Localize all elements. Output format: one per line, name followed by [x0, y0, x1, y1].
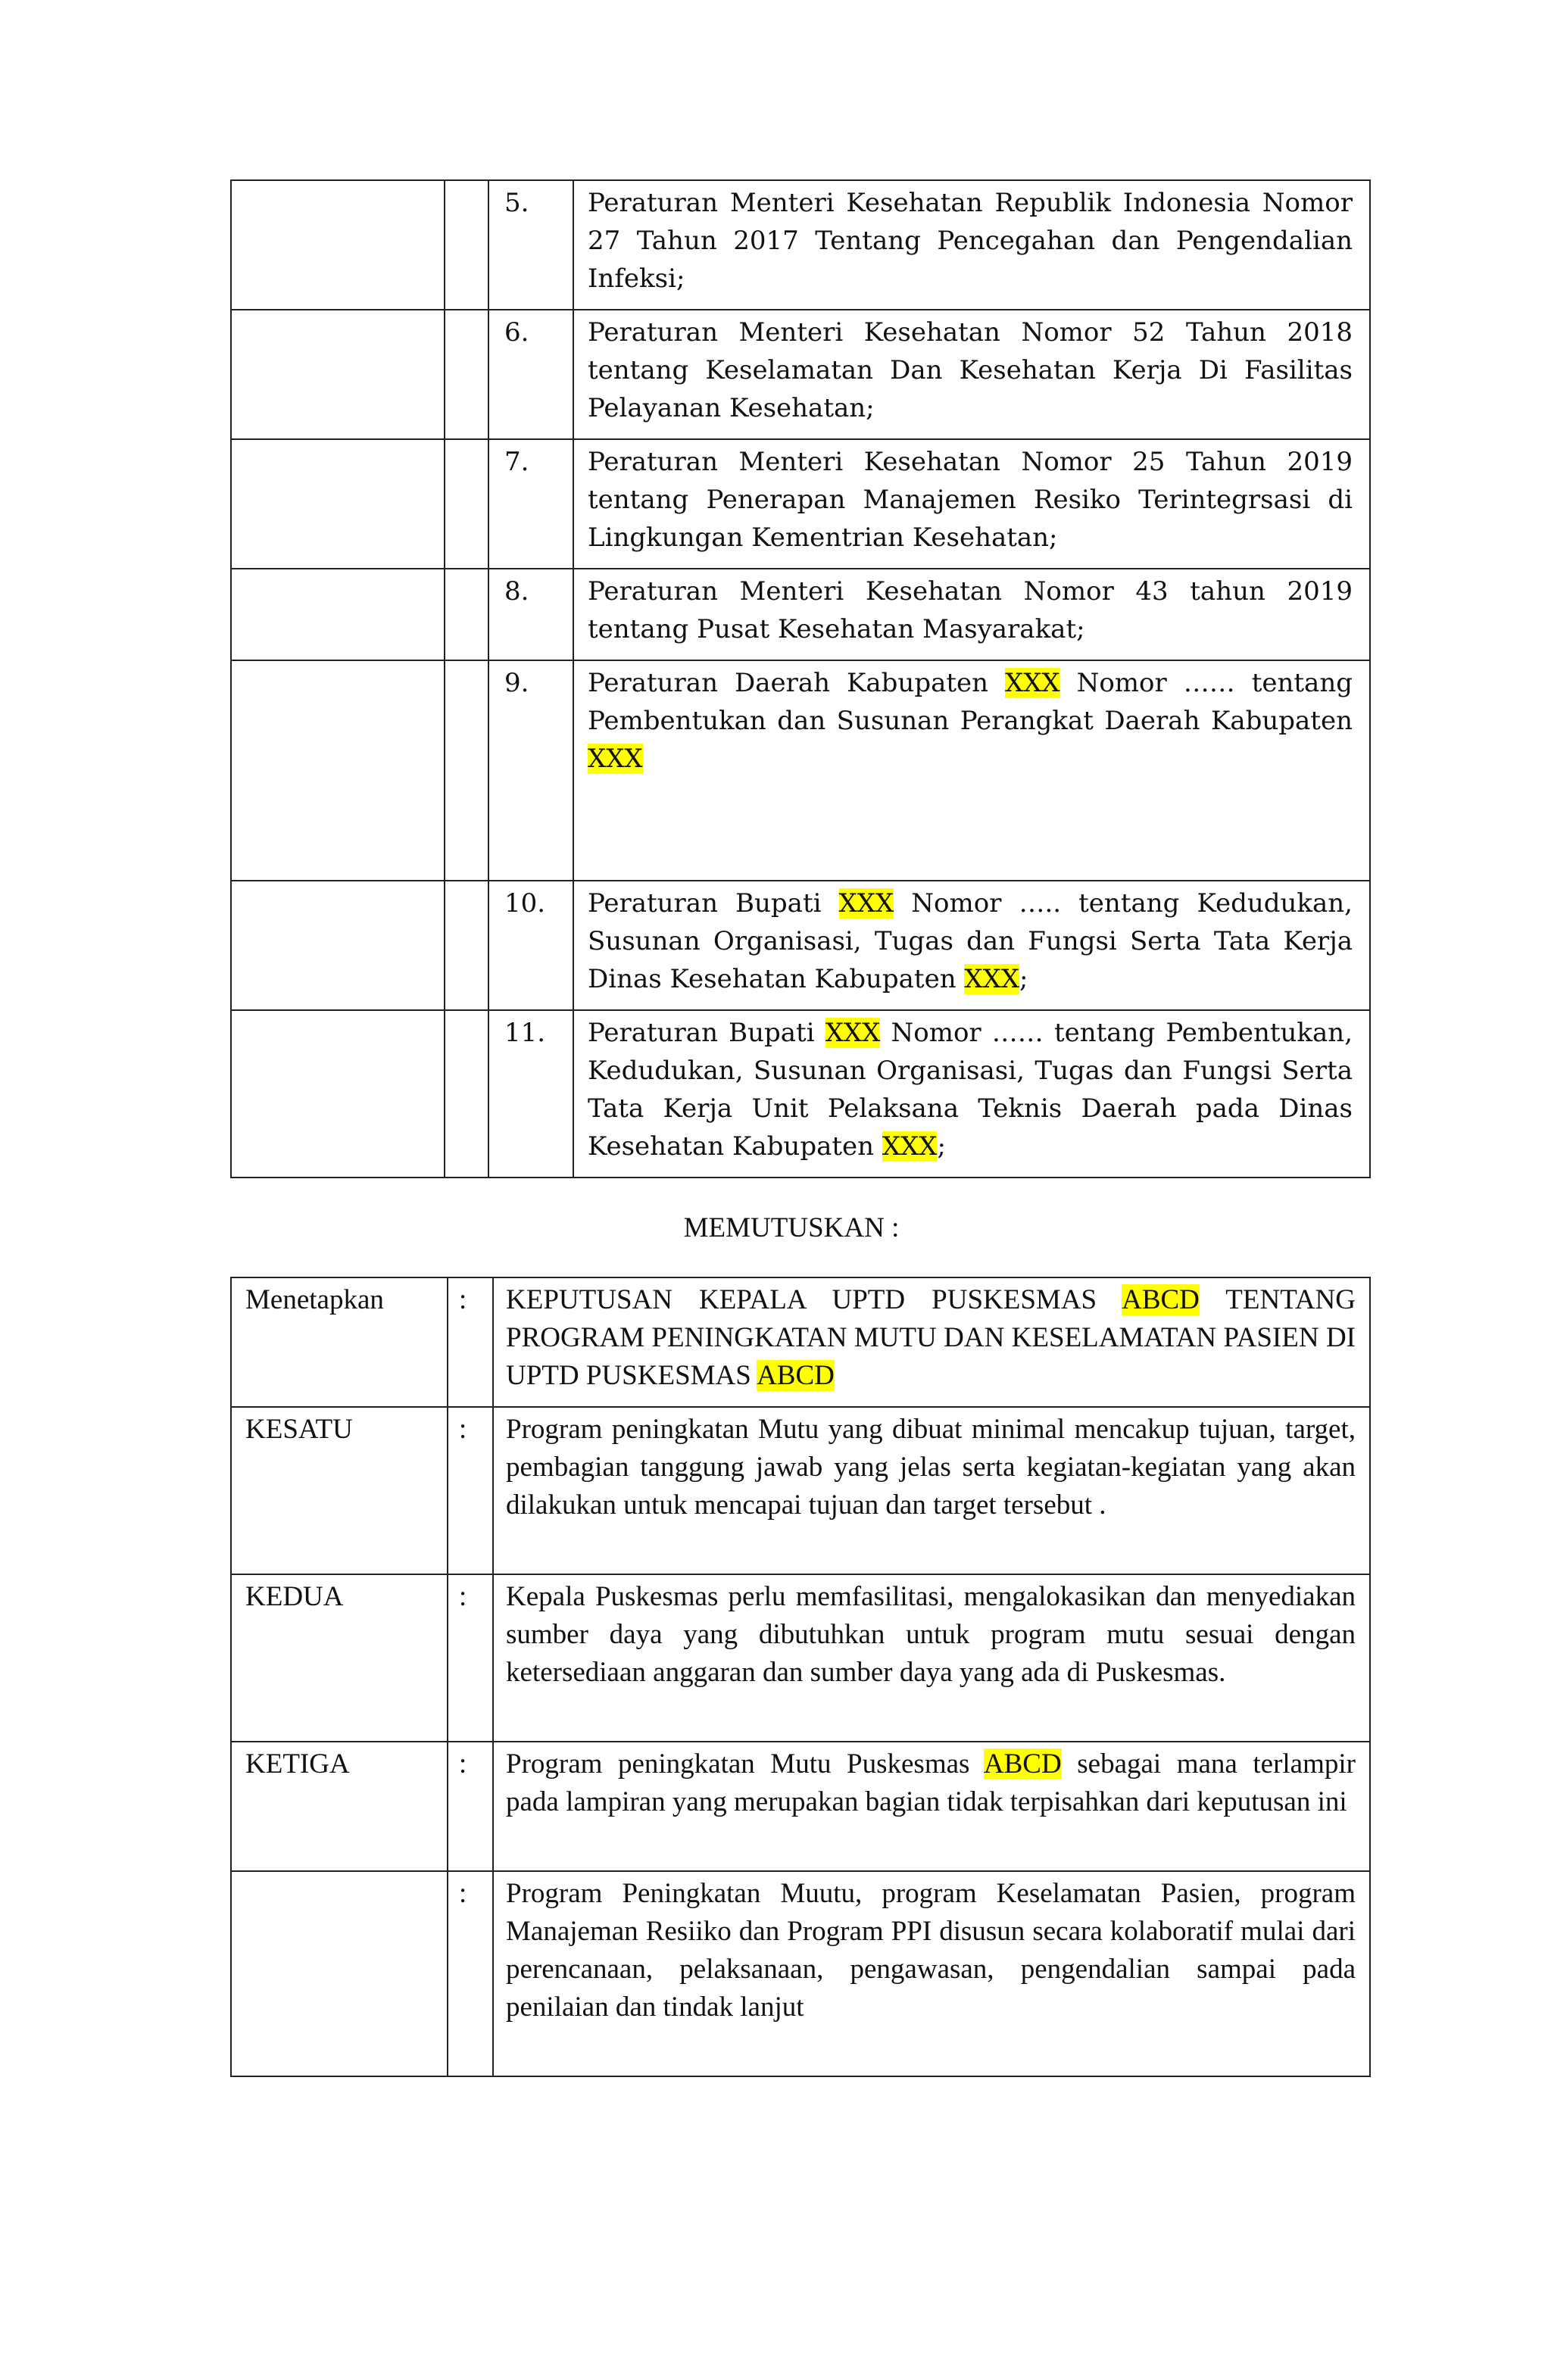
text-segment: TENTANG PROGRAM PENINGKATAN MUTU DAN KESELAMATAN PASIEN DI UPTD PUSKESMAS — [506, 1284, 1356, 1391]
decision-text — [493, 1742, 1370, 1871]
text-segment: ; — [1019, 964, 1028, 994]
highlighted-placeholder: XXX — [1005, 668, 1060, 698]
item-text — [573, 310, 1370, 439]
item-text — [573, 660, 1370, 881]
consideration-row — [231, 310, 1370, 439]
text-segment: Program Peningkatan Muutu, program Keselamatan Pasien, program Manajeman Resiiko dan Program PPI disusun secara kolaboratif mulai dari perencanaan, pelaksanaan, pengawasan, pengendalian sampai pada penilaian dan tindak lanjut — [506, 1878, 1356, 2023]
decision-label: KESATU — [231, 1407, 448, 1574]
decision-label: Menetapkan — [231, 1277, 448, 1407]
highlighted-placeholder: ABCD — [757, 1360, 835, 1391]
highlighted-placeholder: XXX — [588, 744, 643, 774]
empty-cell — [231, 180, 445, 310]
empty-cell — [445, 310, 488, 439]
consideration-table — [230, 179, 1371, 1178]
colon-separator: : — [448, 1574, 493, 1742]
consideration-row — [231, 439, 1370, 569]
text-segment: Program peningkatan Mutu Puskesmas — [506, 1748, 984, 1780]
consideration-row — [231, 1010, 1370, 1178]
decision-text — [493, 1407, 1370, 1574]
item-text — [573, 180, 1370, 310]
text-segment: Nomor …… tentang Pembentukan dan Susunan Perangkat Daerah Kabupaten — [588, 668, 1353, 736]
decision-heading: MEMUTUSKAN : — [683, 1212, 900, 1243]
text-segment: sebagai mana terlampir pada lampiran yang merupakan bagian tidak terpisahkan dari keputusan ini — [506, 1748, 1356, 1817]
item-text — [573, 881, 1370, 1010]
highlighted-placeholder: XXX — [838, 888, 894, 919]
text-segment: KEPUTUSAN KEPALA UPTD PUSKESMAS — [506, 1284, 1122, 1315]
text-segment: Kepala Puskesmas perlu memfasilitasi, mengalokasikan dan menyediakan sumber daya yang dibutuhkan untuk program mutu sesuai dengan ketersediaan anggaran dan sumber daya yang ada di Puskesmas. — [506, 1581, 1356, 1688]
item-number: 11. — [488, 1010, 573, 1178]
decision-row — [231, 1742, 1370, 1871]
empty-cell — [231, 310, 445, 439]
text-segment: Peraturan Bupati — [588, 888, 839, 919]
highlighted-placeholder: XXX — [964, 964, 1020, 994]
text-segment: Peraturan Menteri Kesehatan Nomor 43 tahun 2019 tentang Pusat Kesehatan Masyarakat; — [588, 576, 1353, 644]
empty-cell — [445, 660, 488, 881]
decision-table — [230, 1277, 1371, 2077]
empty-cell — [231, 660, 445, 881]
colon-separator: : — [448, 1277, 493, 1407]
item-number: 9. — [488, 660, 573, 881]
item-number: 6. — [488, 310, 573, 439]
text-segment: Nomor ….. tentang Kedudukan, Susunan Organisasi, Tugas dan Fungsi Serta Tata Kerja Dinas Kesehatan Kabupaten — [588, 888, 1353, 994]
consideration-row — [231, 881, 1370, 1010]
empty-cell — [231, 881, 445, 1010]
decision-row — [231, 1277, 1370, 1407]
consideration-row — [231, 660, 1370, 881]
item-number: 5. — [488, 180, 573, 310]
text-segment: Peraturan Menteri Kesehatan Nomor 52 Tahun 2018 tentang Keselamatan Dan Kesehatan Kerja Di Fasilitas Pelayanan Kesehatan; — [588, 317, 1353, 423]
colon-separator: : — [448, 1742, 493, 1871]
highlighted-placeholder: ABCD — [983, 1748, 1062, 1780]
empty-cell — [231, 1010, 445, 1178]
text-segment: Program peningkatan Mutu yang dibuat minimal mencakup tujuan, target, pembagian tanggung jawab yang jelas serta kegiatan-kegiatan yang akan dilakukan untuk mencapai tujuan dan target tersebut . — [506, 1414, 1356, 1521]
decision-row — [231, 1407, 1370, 1574]
decision-text — [493, 1574, 1370, 1742]
item-number: 10. — [488, 881, 573, 1010]
text-segment: Nomor …… tentang Pembentukan, Kedudukan, Susunan Organisasi, Tugas dan Fungsi Serta Tata Kerja Unit Pelaksana Teknis Daerah pada Dinas Kesehatan Kabupaten — [588, 1018, 1353, 1162]
consideration-row — [231, 569, 1370, 660]
highlighted-placeholder: XXX — [882, 1131, 938, 1162]
item-number: 7. — [488, 439, 573, 569]
empty-cell — [231, 569, 445, 660]
text-segment: Peraturan Bupati — [588, 1018, 825, 1048]
decision-text — [493, 1871, 1370, 2076]
decision-text — [493, 1277, 1370, 1407]
empty-cell — [445, 569, 488, 660]
text-segment: ; — [937, 1131, 946, 1162]
decision-label: KETIGA — [231, 1742, 448, 1871]
item-text — [573, 569, 1370, 660]
empty-cell — [445, 180, 488, 310]
decision-row — [231, 1574, 1370, 1742]
empty-cell — [445, 439, 488, 569]
text-segment: Peraturan Menteri Kesehatan Nomor 25 Tahun 2019 tentang Penerapan Manajemen Resiko Terintegrsasi di Lingkungan Kementrian Kesehatan; — [588, 447, 1353, 553]
colon-separator: : — [448, 1871, 493, 2076]
text-segment: Peraturan Menteri Kesehatan Republik Indonesia Nomor 27 Tahun 2017 Tentang Pencegahan dan Pengendalian Infeksi; — [588, 188, 1353, 294]
decision-row — [231, 1871, 1370, 2076]
empty-cell — [445, 881, 488, 1010]
item-number: 8. — [488, 569, 573, 660]
empty-cell — [231, 439, 445, 569]
text-segment: Peraturan Daerah Kabupaten — [588, 668, 1005, 698]
consideration-row — [231, 180, 1370, 310]
item-text — [573, 1010, 1370, 1178]
colon-separator: : — [448, 1407, 493, 1574]
empty-cell — [445, 1010, 488, 1178]
highlighted-placeholder: XXX — [825, 1018, 881, 1048]
highlighted-placeholder: ABCD — [1122, 1284, 1200, 1315]
item-text — [573, 439, 1370, 569]
decision-label — [231, 1871, 448, 2076]
decision-label: KEDUA — [231, 1574, 448, 1742]
